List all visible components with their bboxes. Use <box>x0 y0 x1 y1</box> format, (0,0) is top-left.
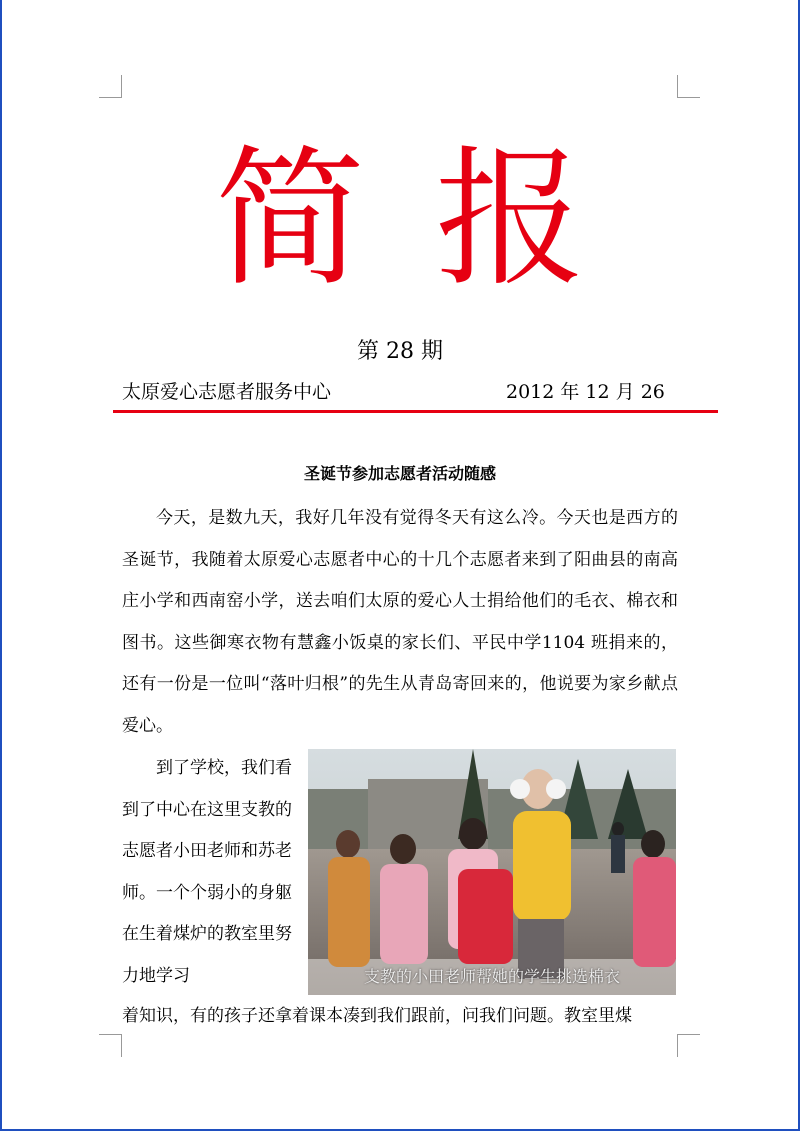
article-wrapped-text <box>122 748 300 997</box>
paragraph-2-wrapped: 到了学校，我们看到了中心在这里支教的志愿者小田老师和苏老师。一个个弱小的身躯在生着煤炉的教室里努力地学习 <box>122 758 292 986</box>
article-body <box>122 498 678 747</box>
crop-mark-bottom-right <box>677 1034 700 1057</box>
publication-date: 2012 年 12 月 26 <box>506 381 665 403</box>
organization-name: 太原爱心志愿者服务中心 <box>122 381 332 403</box>
paragraph-1: 今天，是数九天，我好几年没有觉得冬天有这么冷。今天也是西方的圣诞节，我随着太原爱心志愿者中心的十几个志愿者来到了阳曲县的南高庄小学和西南窑小学，送去咱们太原的爱心人士捐给他们的毛衣、棉衣和图书。这些御寒衣物有慧鑫小饭桌的家长们、平民中学1104 班捐来的，还有一份是一位叫“落叶归根”的先生从青岛寄回来的，他说要为家乡献点爱心。 <box>122 508 678 736</box>
issue-number: 第 28 期 <box>357 339 443 364</box>
article-title: 圣诞节参加志愿者活动随感 <box>303 464 496 483</box>
red-divider-rule <box>113 410 718 413</box>
crop-mark-top-left <box>99 75 122 98</box>
photo-image <box>308 749 676 995</box>
photo-caption: 支教的小田老师帮她的学生挑选棉衣 <box>363 967 620 986</box>
article-photo <box>308 749 676 995</box>
crop-mark-bottom-left <box>99 1034 122 1057</box>
masthead-title: 简报 <box>214 133 655 307</box>
crop-mark-top-right <box>677 75 700 98</box>
paragraph-2-continued: 着知识，有的孩子还拿着课本凑到我们跟前，问我们问题。教室里煤 <box>122 1006 632 1026</box>
